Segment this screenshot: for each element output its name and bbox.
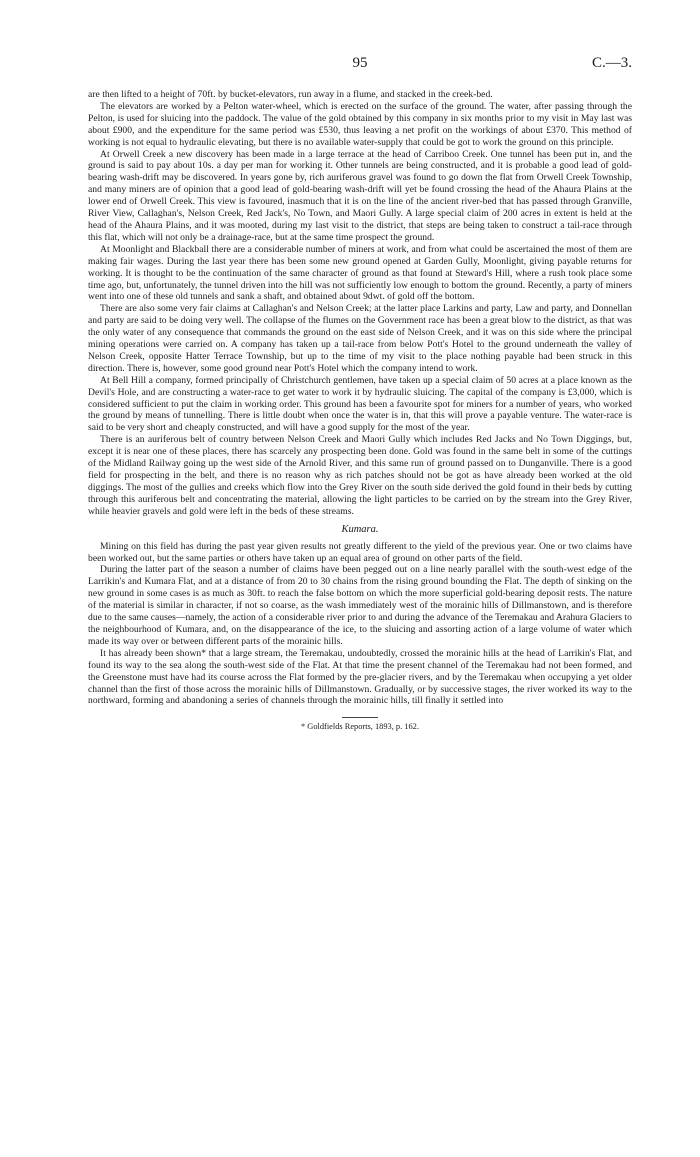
body-text xyxy=(88,89,632,707)
paragraph: The elevators are worked by a Pelton water-wheel, which is erected on the surface of the ground. The water, after passing through the Pelton, is used for sluicing into the paddock. The value of the gold obtained by this company in six months prior to my visit in May last was about £900, and the expenditure for the same period was £530, thus leaving a net profit on the workings of about £370. This method of working is not equal to hydraulic elevating, but there is no available water-supply that could be got to work the ground on this principle. xyxy=(88,100,632,148)
paragraph: During the latter part of the season a number of claims have been pegged out on a line nearly parallel with the south-west edge of the Larrikin's and Kumara Flat, and at a distance of from 20 to 30 chains from the rising ground bounding the Flat. The depth of sinking on the new ground in some cases is as much as 30ft. to reach the false bottom on which the more superficial gold-bearing deposit rests. The nature of the material is similar in character, if not so coarse, as the wash immediately west of the morainic hills of Dillmanstown, and is therefore due to the same causes—namely, the action of a considerable river prior to and during the advance of the Teremakau and Arahura Glaciers to the neighbourhood of Kumara, and, on the disappearance of the ice, to the sluicing and assorting action of a large volume of water which made its way over or between different parts of the morainic hills. xyxy=(88,564,632,647)
footnote-divider xyxy=(342,717,378,718)
paragraph: Mining on this field has during the past year given results not greatly different to the yield of the previous year. One or two claims have been worked out, but the same parties or others have taken up an equal area of ground on other parts of the field. xyxy=(88,540,632,564)
document-reference: C.—3. xyxy=(591,55,632,71)
paragraph: There are also some very fair claims at Callaghan's and Nelson Creek; at the latter place Larkins and party, Law and party, and Donnellan and party are said to be doing very well. The collapse of the flumes on the Government race has been a great blow to the district, as that was the only water of any consequence that commands the ground on the east side of Nelson Creek, and it was on this side where the principal mining operations were carried on. A company has taken up a tail-race from below Pott's Hotel to the ground underneath the valley of Nelson Creek, opposite Hatter Terrace Township, but up to the time of my visit to the place nothing payable had been struck in this direction. There is, however, some good ground near Pott's Hotel which the company intend to work. xyxy=(88,303,632,374)
paragraph: There is an auriferous belt of country between Nelson Creek and Maori Gully which includes Red Jacks and No Town Diggings, but, except it is near one of these places, there has scarcely any prospecting been done. Gold was found in the same belt in some of the cuttings of the Midland Railway going up the west side of the Arnold River, and this same run of ground passed on to Dunganville. There is a good field for prospecting in the belt, and there is no reason why as rich patches should not be got as have already been worked at the old diggings. The most of the gullies and creeks which flow into the Grey River on the south side derived the gold found in their beds by cutting through this auriferous belt and concentrating the material, allowing the light particles to be carried on by the stream into the Grey River, while heavier gravels and gold were left in the beds of these streams. xyxy=(88,434,632,517)
paragraph: are then lifted to a height of 70ft. by bucket-elevators, run away in a flume, and stacked in the creek-bed. xyxy=(88,89,493,100)
page-header xyxy=(88,55,632,81)
section-heading: Kumara. xyxy=(341,523,379,535)
paragraph: At Moonlight and Blackball there are a considerable number of miners at work, and from what could be ascertained the most of them are making fair wages. During the last year there has been some new ground opened at Garden Gully, Moonlight, giving payable returns for working. It is thought to be the continuation of the same character of ground as that found at Steward's Hill, where a rush took place some time ago, but, unfortunately, the tunnel driven into the hill was not sufficiently low enough to bottom the ground. Recently, a party of miners went into one of these old tunnels and sank a shaft, and obtained about 9dwt. of gold off the bottom. xyxy=(88,243,632,303)
footnote: * Goldfields Reports, 1893, p. 162. xyxy=(301,722,419,732)
paragraph: It has already been shown* that a large stream, the Teremakau, undoubtedly, crossed the morainic hills at the head of Larrikin's Flat, and found its way to the sea along the south-west side of the Flat. At that time the present channel of the Teremakau had not been formed, and the Greenstone must have had its course across the Flat formed by the pre-glacier rivers, and by the Teremakau when occupying a yet older channel than the first of those across the morainic hills of Dillmanstown. Gradually, or by successive stages, the river worked its way to the northward, forming and abandoning a series of channels through the morainic hills, till finally it settled into xyxy=(88,647,632,707)
page-number: 95 xyxy=(352,55,368,71)
paragraph: At Bell Hill a company, formed principally of Christchurch gentlemen, have taken up a special claim of 50 acres at a place known as the Devil's Hole, and are constructing a water-race to get water to work it by hydraulic sluicing. The capital of the company is £3,000, which is considered sufficient to put the claim in working order. This ground has been a favourite spot for miners for a number of years, who worked the ground by means of tunnelling. There is little doubt when once the water is in, that this will prove a payable venture. The water-race is said to be very short and cheaply constructed, and will have a good supply for the most of the year. xyxy=(88,374,632,434)
paragraph: At Orwell Creek a new discovery has been made in a large terrace at the head of Carriboo Creek. One tunnel has been put in, and the ground is said to pay about 10s. a day per man for working it. Other tunnels are being constructed, and it is probable a good lead of gold-bearing wash-drift may be discovered. In years gone by, rich auriferous gravel was found to go down the flat from Orwell Creek Township, and many miners are of opinion that a good lead of gold-bearing wash-drift will yet be found crossing the head of the Ahaura Plains at the lower end of Orwell Creek. This view is favoured, inasmuch that it is on the line of the ancient river-bed that has passed through Granville, River View, Callaghan's, Nelson Creek, Red Jack's, No Town, and Maori Gully. A large special claim of 200 acres in extent is held at the head of the Ahaura Plains, and it was mooted, during my last visit to the district, that steps are being taken to construct a tail-race through this flat, which will not only be a drainage-race, but at the same time prospect the ground. xyxy=(88,148,632,243)
